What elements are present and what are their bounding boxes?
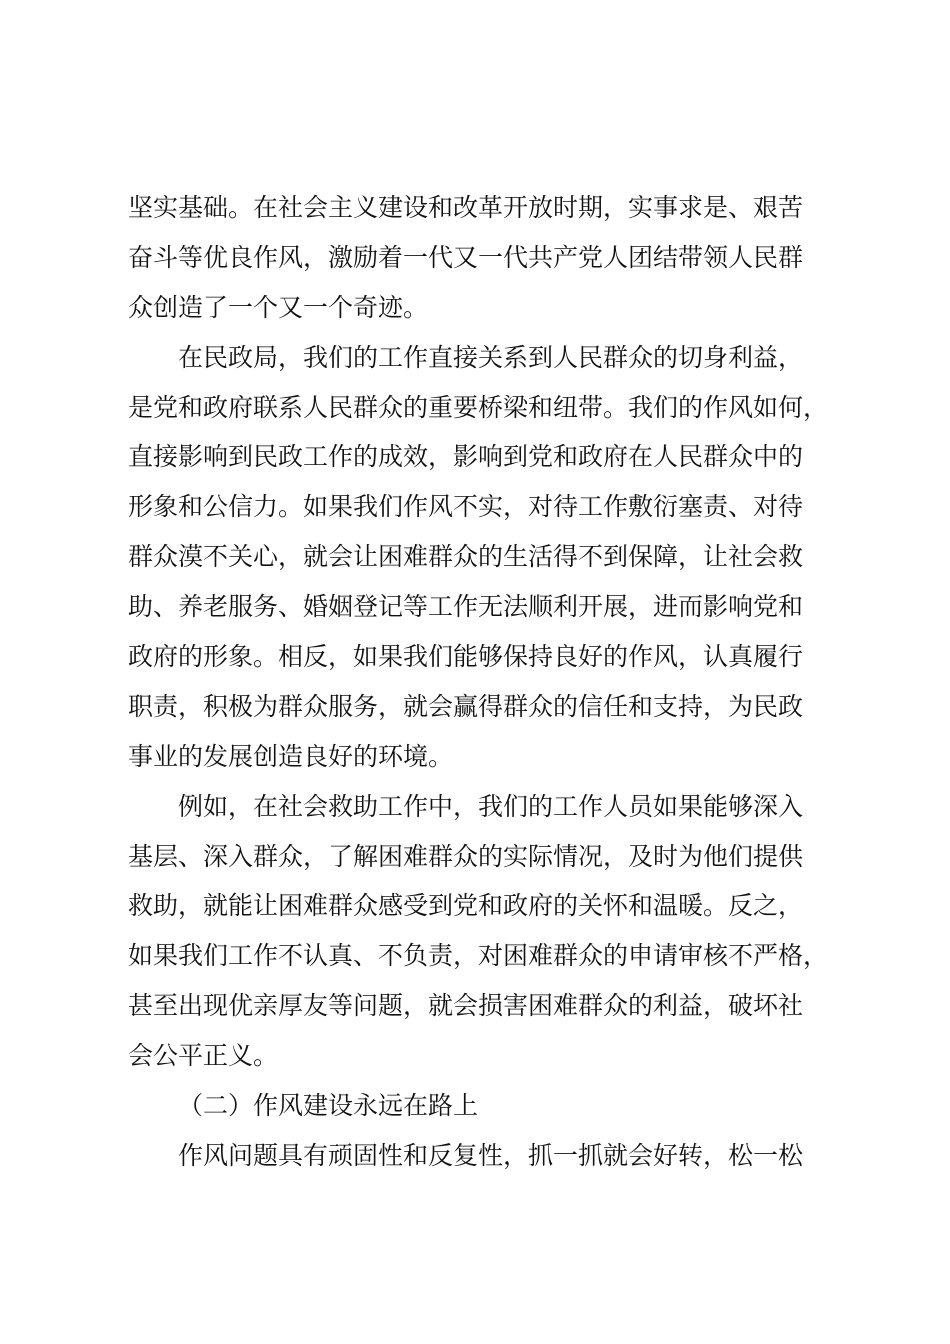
section-heading: （二）作风建设永远在路上: [178, 1091, 479, 1121]
text-line: 是党和政府联系人民群众的重要桥梁和纽带。我们的作风如何，: [128, 392, 829, 422]
text-line: 会公平正义。: [128, 1041, 279, 1071]
text-line: 奋斗等优良作风，激励着一代又一代共产党人团结带领人民群: [128, 242, 804, 272]
text-line: 事业的发展创造良好的环境。: [128, 741, 454, 771]
paragraph-start-line: 作风问题具有顽固性和反复性，抓一抓就会好转，松一松: [178, 1140, 804, 1170]
paragraph-start-line: 在民政局，我们的工作直接关系到人民群众的切身利益，: [178, 342, 804, 372]
text-line: 职责，积极为群众服务，就会赢得群众的信任和支持，为民政: [128, 691, 804, 721]
text-line: 助、养老服务、婚姻登记等工作无法顺利开展，进而影响党和: [128, 592, 804, 622]
text-line: 基层、深入群众，了解困难群众的实际情况，及时为他们提供: [128, 841, 804, 871]
body-text: [128, 183, 860, 1181]
text-line: 形象和公信力。如果我们作风不实，对待工作敷衍塞责、对待: [128, 492, 804, 522]
text-line: 如果我们工作不认真、不负责，对困难群众的申请审核不严格，: [128, 941, 829, 971]
text-line: 坚实基础。在社会主义建设和改革开放时期，实事求是、艰苦: [128, 193, 804, 222]
text-line: 政府的形象。相反，如果我们能够保持良好的作风，认真履行: [128, 642, 804, 672]
text-line: 甚至出现优亲厚友等问题，就会损害困难群众的利益，破坏社: [128, 991, 804, 1021]
text-line: 救助，就能让困难群众感受到党和政府的关怀和温暖。反之，: [128, 891, 804, 921]
text-line: 直接影响到民政工作的成效，影响到党和政府在人民群众中的: [128, 442, 804, 472]
text-line: 众创造了一个又一个奇迹。: [128, 292, 429, 322]
paragraph-start-line: 例如，在社会救助工作中，我们的工作人员如果能够深入: [178, 791, 804, 821]
text-line: 群众漠不关心，就会让困难群众的生活得不到保障，让社会救: [128, 542, 804, 572]
